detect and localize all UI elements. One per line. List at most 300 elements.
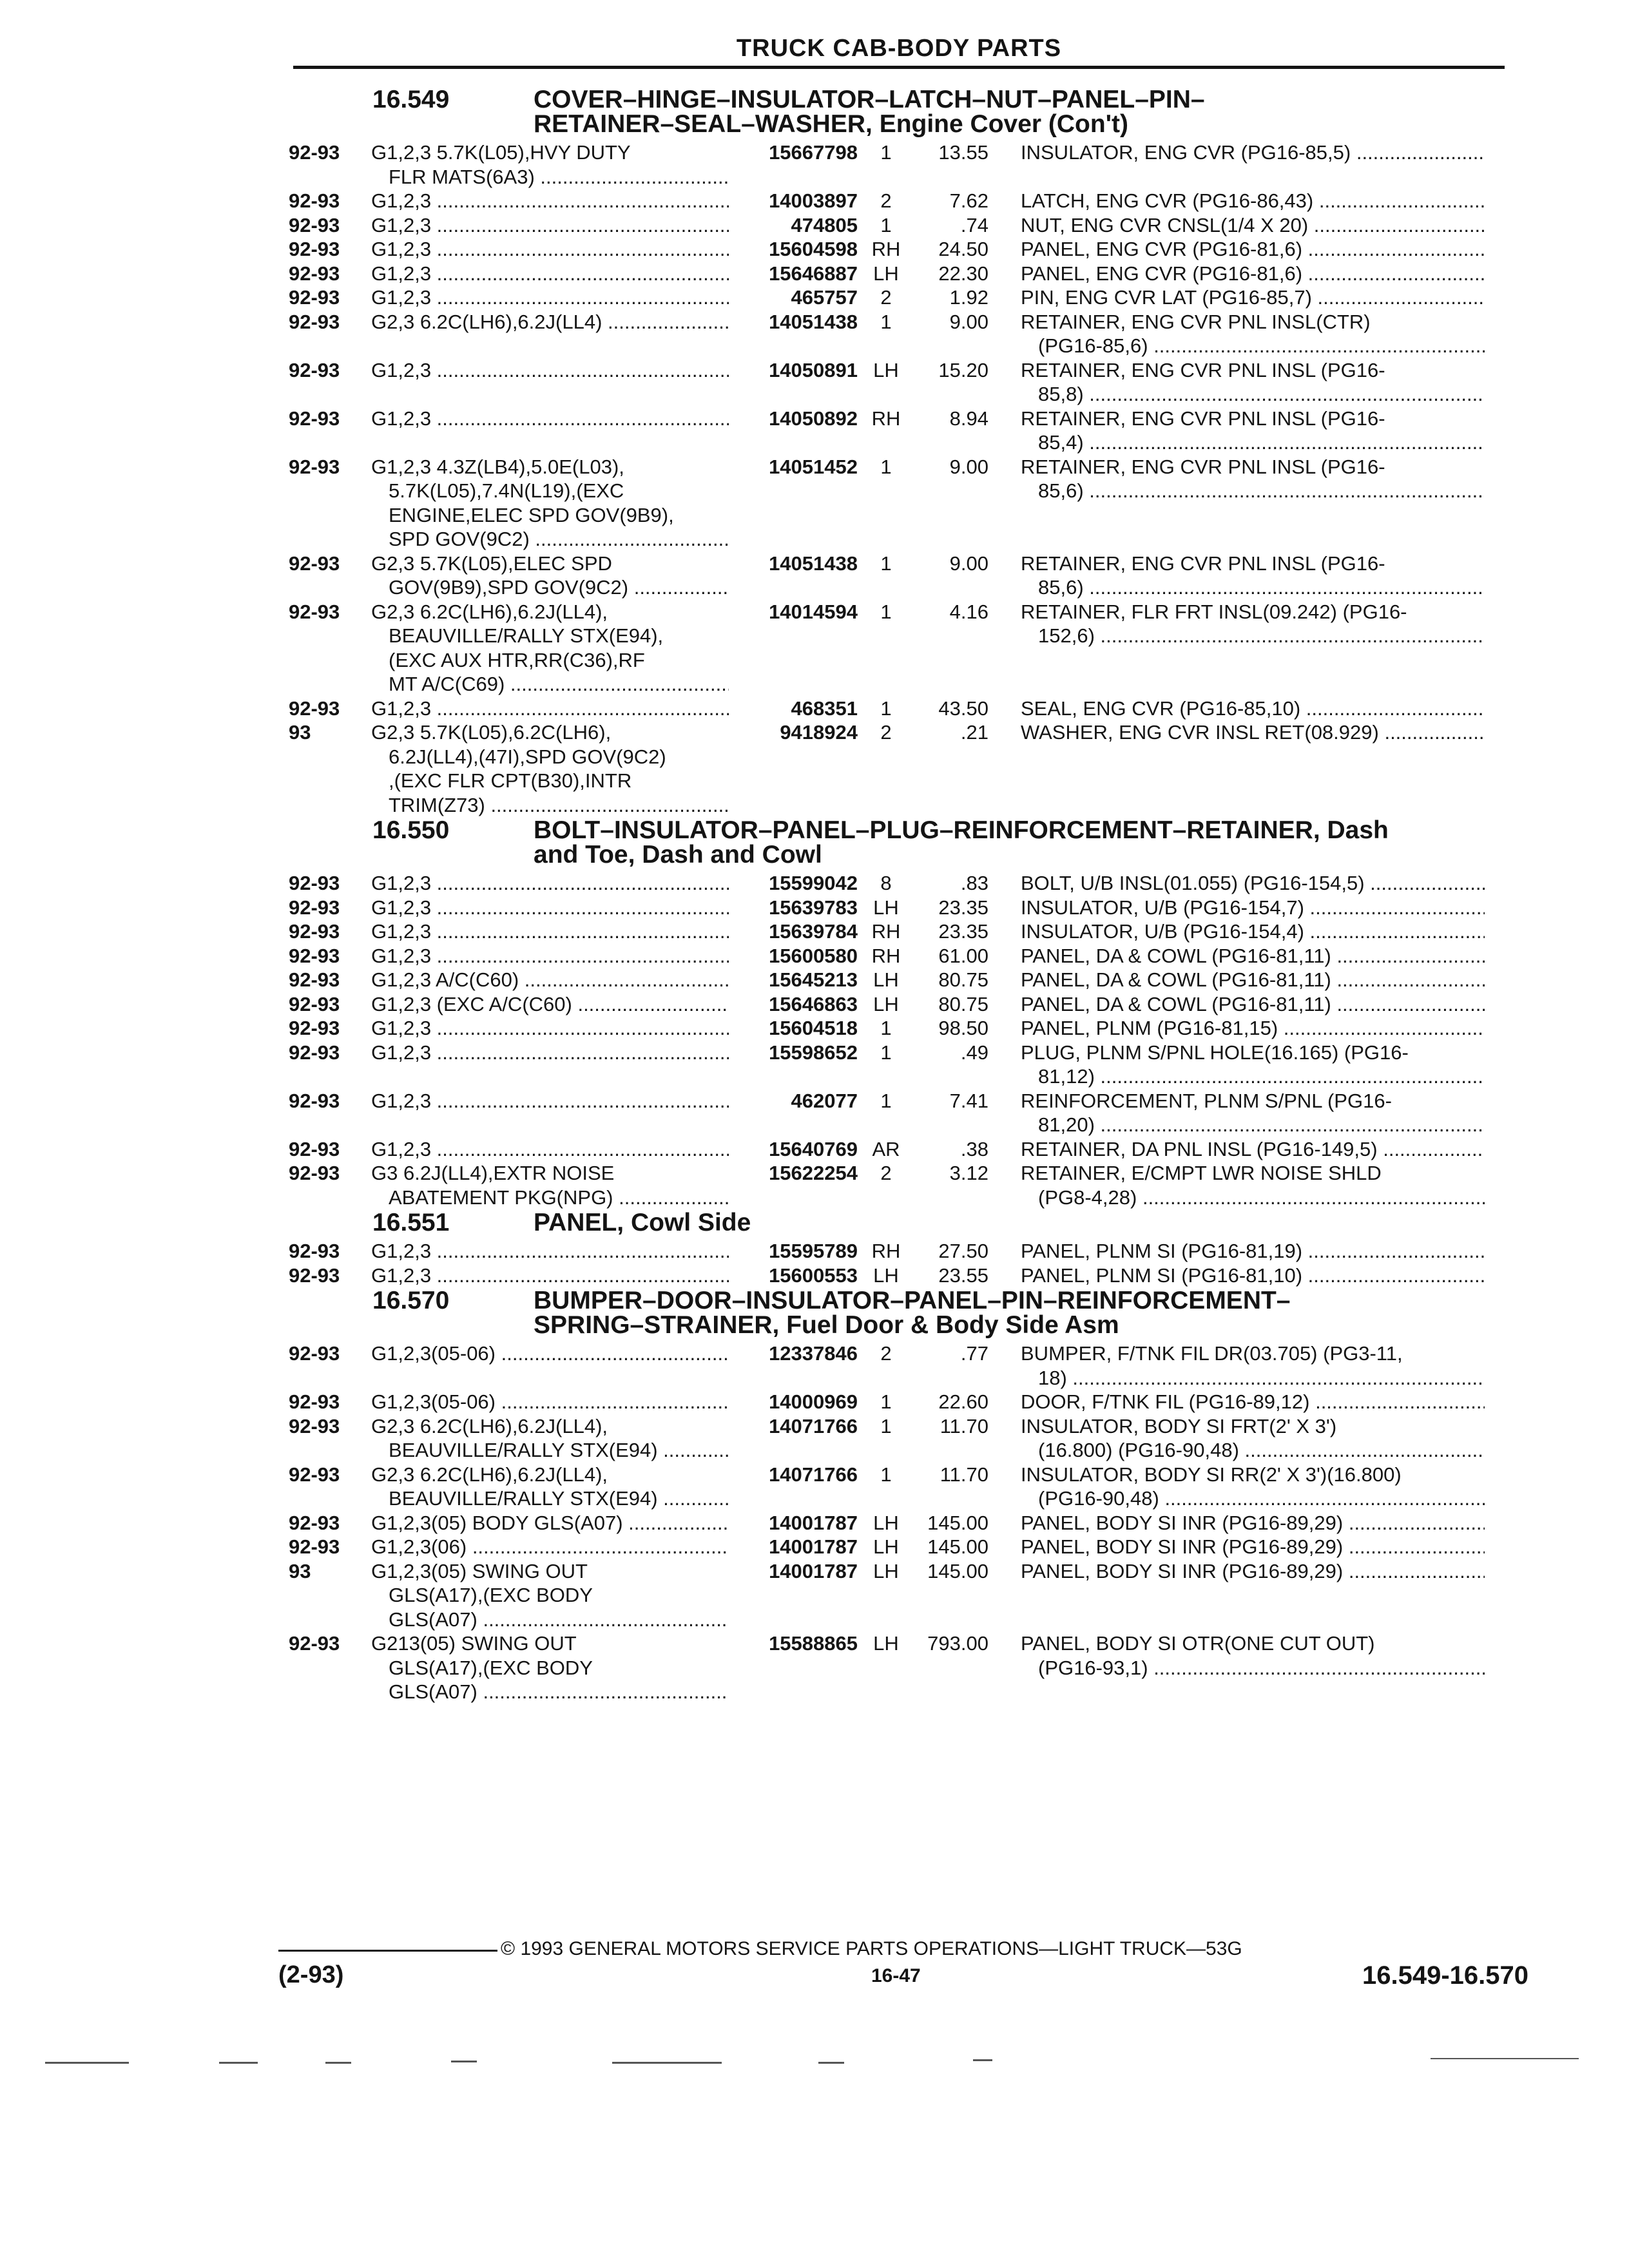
section-title (534, 1289, 1513, 1338)
description-line: G1,2,3 ..... (371, 407, 729, 431)
part-number: 465757 (791, 286, 858, 309)
part-name (988, 189, 1485, 213)
quantity: 1 (880, 213, 892, 236)
part-name (988, 1041, 1485, 1089)
description-line: G2,3 6.2C(LH6),6.2J(LL4), (371, 1463, 608, 1486)
part-name (988, 1089, 1485, 1137)
part-number: 15639784 (769, 920, 858, 943)
part-number: 14000969 (769, 1390, 858, 1413)
description-line: G1,2,3 ..... (371, 871, 729, 896)
part-name (988, 455, 1485, 552)
application-description (371, 697, 729, 721)
part-number: 15622254 (769, 1162, 858, 1184)
scan-artifacts (0, 2053, 1629, 2072)
part-row (289, 1463, 1513, 1511)
header-rule (293, 66, 1505, 69)
description-line: G2,3 6.2C(LH6),6.2J(LL4), (371, 1414, 608, 1437)
section-title-line: COVER–HINGE–INSULATOR–LATCH–NUT–PANEL–PIN– (534, 86, 1205, 113)
quantity: RH (871, 238, 901, 260)
part-row (289, 310, 1513, 358)
quantity: RH (871, 407, 901, 430)
application-description (371, 1631, 729, 1704)
model-years: 92-93 (289, 697, 340, 720)
part-number: 15640769 (769, 1137, 858, 1160)
price: .74 (960, 213, 988, 236)
description-line: G1,2,3 ..... (371, 189, 729, 213)
part-name-line: REINFORCEMENT, PLNM S/PNL (PG16- (1021, 1089, 1392, 1112)
quantity: LH (873, 262, 899, 285)
description-line: 5.7K(L05),7.4N(L19),(EXC (389, 479, 624, 502)
section-title-line: and Toe, Dash and Cowl (534, 841, 822, 869)
description-line: G2,3 5.7K(L05),6.2C(LH6), (371, 721, 612, 744)
description-line: G1,2,3 ..... (371, 919, 729, 944)
description-line: G1,2,3(05-06) ..... (371, 1390, 729, 1414)
price: 22.30 (938, 262, 988, 285)
part-name-line: INSULATOR, U/B (PG16-154,4) ..... (1021, 919, 1485, 944)
application-description (371, 552, 729, 600)
description-line: G2,3 5.7K(L05),ELEC SPD (371, 552, 612, 575)
description-line: ENGINE,ELEC SPD GOV(9B9), (389, 503, 674, 526)
price: .49 (960, 1041, 988, 1064)
model-years: 92-93 (289, 407, 340, 430)
description-line: G1,2,3 ..... (371, 896, 729, 920)
part-name (988, 140, 1485, 189)
part-number: 15639783 (769, 896, 858, 919)
part-name (988, 237, 1485, 262)
quantity: LH (873, 968, 899, 991)
part-name (988, 992, 1485, 1017)
part-name (988, 1137, 1485, 1162)
part-name (988, 1016, 1485, 1041)
part-name (988, 1264, 1485, 1288)
part-row (289, 1161, 1513, 1209)
description-line: G1,2,3 4.3Z(LB4),5.0E(L03), (371, 455, 624, 478)
part-name (988, 871, 1485, 896)
application-description (371, 407, 729, 455)
part-row (289, 1341, 1513, 1390)
part-row (289, 358, 1513, 407)
part-name-line: PANEL, BODY SI INR (PG16-89,29) ..... (1021, 1559, 1485, 1584)
model-years: 92-93 (289, 262, 340, 285)
description-line: G1,2,3 ..... (371, 1089, 729, 1113)
price: 793.00 (927, 1632, 988, 1655)
description-line: GOV(9B9),SPD GOV(9C2) ..... (371, 575, 729, 600)
model-years: 92-93 (289, 1511, 340, 1534)
model-years: 92-93 (289, 213, 340, 236)
model-years: 92-93 (289, 189, 340, 212)
section-heading (289, 88, 1513, 137)
quantity: 1 (880, 310, 892, 333)
quantity: 2 (880, 1342, 892, 1365)
part-row (289, 968, 1513, 992)
part-number: 14051452 (769, 455, 858, 478)
part-name (988, 1341, 1485, 1390)
price: 23.55 (938, 1264, 988, 1287)
description-line: G1,2,3 ..... (371, 1264, 729, 1288)
part-name-line: RETAINER, ENG CVR PNL INSL(CTR) (1021, 310, 1371, 333)
part-row (289, 189, 1513, 213)
application-description (371, 871, 729, 896)
section-title-line: SPRING–STRAINER, Fuel Door & Body Side Asm (534, 1311, 1119, 1339)
quantity: LH (873, 1632, 899, 1655)
quantity: 2 (880, 1162, 892, 1184)
model-years: 92-93 (289, 968, 340, 991)
price: 7.41 (949, 1089, 988, 1112)
application-description (371, 896, 729, 920)
model-years: 92-93 (289, 552, 340, 575)
model-years: 92-93 (289, 1632, 340, 1655)
model-years: 92-93 (289, 1264, 340, 1287)
section-title-line: RETAINER–SEAL–WASHER, Engine Cover (Con't) (534, 110, 1128, 138)
part-row (289, 720, 1513, 817)
price: 80.75 (938, 992, 988, 1015)
description-line: G1,2,3(06) ..... (371, 1535, 729, 1559)
section-number: 16.550 (372, 816, 450, 844)
quantity: AR (872, 1137, 900, 1160)
description-line: G1,2,3 ..... (371, 213, 729, 238)
price: 27.50 (938, 1240, 988, 1262)
part-row (289, 1631, 1513, 1704)
part-row (289, 1390, 1513, 1414)
quantity: 1 (880, 1390, 892, 1413)
quantity: LH (873, 358, 899, 381)
part-row (289, 1041, 1513, 1089)
price: 22.60 (938, 1390, 988, 1413)
application-description (371, 140, 729, 189)
quantity: LH (873, 1559, 899, 1582)
model-years: 92-93 (289, 1414, 340, 1437)
section-title (534, 1211, 1513, 1235)
section-title-line: PANEL, Cowl Side (534, 1209, 751, 1236)
description-line: TRIM(Z73) ..... (371, 793, 729, 818)
price: 7.62 (949, 189, 988, 212)
part-row (289, 237, 1513, 262)
part-name-line: PANEL, ENG CVR (PG16-81,6) ..... (1021, 237, 1485, 262)
description-line: G1,2,3(05) SWING OUT (371, 1559, 588, 1582)
part-name (988, 310, 1485, 358)
page-footer (278, 1933, 1528, 1991)
part-row (289, 1511, 1513, 1535)
description-line: G1,2,3 ..... (371, 262, 729, 286)
application-description (371, 213, 729, 238)
part-name (988, 213, 1485, 238)
application-description (371, 1414, 729, 1463)
description-line: ,(EXC FLR CPT(B30),INTR (389, 769, 632, 792)
part-number: 15598652 (769, 1041, 858, 1064)
quantity: 8 (880, 872, 892, 894)
price: 13.55 (938, 141, 988, 164)
quantity: LH (873, 992, 899, 1015)
part-name (988, 262, 1485, 286)
section-title (534, 88, 1513, 137)
description-line: G1,2,3 ..... (371, 237, 729, 262)
part-name-line: 85,4) ..... (1021, 430, 1485, 455)
price: .38 (960, 1137, 988, 1160)
quantity: RH (871, 920, 901, 943)
model-years: 92-93 (289, 141, 340, 164)
part-name-line: PANEL, BODY SI OTR(ONE CUT OUT) (1021, 1632, 1375, 1655)
application-description (371, 1089, 729, 1137)
description-line: G1,2,3 ..... (371, 1041, 729, 1065)
price: .83 (960, 872, 988, 894)
copyright-line: © 1993 GENERAL MOTORS SERVICE PARTS OPERATIONS—LIGHT TRUCK—53G (501, 1938, 1242, 1959)
description-line: GLS(A17),(EXC BODY (389, 1656, 593, 1679)
part-name-line: NUT, ENG CVR CNSL(1/4 X 20) ..... (1021, 213, 1485, 238)
description-line: GLS(A07) ..... (371, 1680, 729, 1704)
description-line: G213(05) SWING OUT (371, 1632, 577, 1655)
part-name-line: RETAINER, ENG CVR PNL INSL (PG16- (1021, 552, 1385, 575)
part-name-line: RETAINER, E/CMPT LWR NOISE SHLD (1021, 1162, 1382, 1184)
part-number: 9418924 (780, 721, 858, 744)
description-line: 6.2J(LL4),(47I),SPD GOV(9C2) (389, 745, 666, 768)
price: 98.50 (938, 1017, 988, 1039)
application-description (371, 1390, 729, 1414)
quantity: RH (871, 944, 901, 967)
application-description (371, 189, 729, 213)
price: 15.20 (938, 358, 988, 381)
application-description (371, 720, 729, 817)
part-number: 14051438 (769, 552, 858, 575)
part-number: 15646863 (769, 992, 858, 1015)
model-years: 92-93 (289, 1041, 340, 1064)
part-number: 14050891 (769, 358, 858, 381)
model-years: 92-93 (289, 310, 340, 333)
part-row (289, 697, 1513, 721)
quantity: 1 (880, 1463, 892, 1486)
part-name (988, 1414, 1485, 1463)
part-name-line: PANEL, DA & COWL (PG16-81,11) ..... (1021, 944, 1485, 968)
part-number: 474805 (791, 213, 858, 236)
application-description (371, 1239, 729, 1264)
part-row (289, 262, 1513, 286)
part-name-line: PANEL, ENG CVR (PG16-81,6) ..... (1021, 262, 1485, 286)
part-name-line: LATCH, ENG CVR (PG16-86,43) ..... (1021, 189, 1485, 213)
section-title-line: BUMPER–DOOR–INSULATOR–PANEL–PIN–REINFORCEMENT– (534, 1287, 1291, 1314)
model-years: 92-93 (289, 920, 340, 943)
description-line: BEAUVILLE/RALLY STX(E94) ..... (371, 1486, 729, 1511)
part-name-line: RETAINER, ENG CVR PNL INSL (PG16- (1021, 407, 1385, 430)
description-line: (EXC AUX HTR,RR(C36),RF (389, 648, 645, 671)
part-number: 14001787 (769, 1559, 858, 1582)
part-name-line: PANEL, BODY SI INR (PG16-89,29) ..... (1021, 1511, 1485, 1535)
model-years: 92-93 (289, 1240, 340, 1262)
part-name-line: RETAINER, DA PNL INSL (PG16-149,5) ..... (1021, 1137, 1485, 1162)
quantity: 1 (880, 600, 892, 623)
quantity: 2 (880, 721, 892, 744)
application-description (371, 944, 729, 968)
part-name-line: 81,12) ..... (1021, 1064, 1485, 1089)
footer-rule (278, 1950, 497, 1952)
part-name-line: PANEL, DA & COWL (PG16-81,11) ..... (1021, 968, 1485, 992)
section-heading (289, 1289, 1513, 1338)
price: 11.70 (940, 1463, 988, 1486)
part-row (289, 140, 1513, 189)
quantity: 1 (880, 552, 892, 575)
part-name (988, 896, 1485, 920)
price: 1.92 (949, 286, 988, 309)
part-name-line: 85,6) ..... (1021, 575, 1485, 600)
part-number: 462077 (791, 1089, 858, 1112)
part-name (988, 1463, 1485, 1511)
part-name (988, 358, 1485, 407)
part-number: 14014594 (769, 600, 858, 623)
description-line: G1,2,3 ..... (371, 697, 729, 721)
application-description (371, 358, 729, 407)
description-line: MT A/C(C69) ..... (371, 672, 729, 697)
part-row (289, 871, 1513, 896)
part-name-line: RETAINER, ENG CVR PNL INSL (PG16- (1021, 455, 1385, 478)
part-name-line: (PG8-4,28) ..... (1021, 1186, 1485, 1210)
model-years: 92-93 (289, 992, 340, 1015)
part-number: 15588865 (769, 1632, 858, 1655)
description-line: FLR MATS(6A3) ..... (371, 165, 729, 189)
part-row (289, 407, 1513, 455)
part-row (289, 992, 1513, 1017)
price: .77 (960, 1342, 988, 1365)
application-description (371, 1041, 729, 1089)
description-line: G2,3 6.2C(LH6),6.2J(LL4) ..... (371, 310, 729, 334)
part-name-line: (PG16-90,48) ..... (1021, 1486, 1485, 1511)
quantity: LH (873, 1511, 899, 1534)
section-number: 16.570 (372, 1287, 450, 1314)
description-line: BEAUVILLE/RALLY STX(E94), (389, 624, 664, 647)
quantity: 1 (880, 1041, 892, 1064)
part-name-line: INSULATOR, BODY SI FRT(2' X 3') (1021, 1414, 1337, 1437)
part-name (988, 1559, 1485, 1632)
part-number: 15646887 (769, 262, 858, 285)
quantity: 1 (880, 1089, 892, 1112)
application-description (371, 992, 729, 1017)
description-line: G1,2,3 ..... (371, 944, 729, 968)
description-line: GLS(A17),(EXC BODY (389, 1584, 593, 1606)
part-name-line: DOOR, F/TNK FIL (PG16-89,12) ..... (1021, 1390, 1485, 1414)
part-name (988, 944, 1485, 968)
part-name (988, 600, 1485, 697)
model-years: 93 (289, 721, 311, 744)
description-line: G1,2,3 5.7K(L05),HVY DUTY (371, 141, 631, 164)
part-row (289, 213, 1513, 238)
quantity: 2 (880, 189, 892, 212)
description-line: GLS(A07) ..... (371, 1608, 729, 1632)
application-description (371, 1264, 729, 1288)
description-line: G1,2,3 ..... (371, 285, 729, 310)
part-name-line: PANEL, DA & COWL (PG16-81,11) ..... (1021, 992, 1485, 1017)
part-name (988, 1239, 1485, 1264)
quantity: 1 (880, 455, 892, 478)
model-years: 92-93 (289, 238, 340, 260)
section-number: 16.549 (372, 86, 450, 113)
price: 9.00 (949, 552, 988, 575)
description-line: G1,2,3 ..... (371, 1016, 729, 1041)
part-number: 14001787 (769, 1535, 858, 1558)
part-name (988, 720, 1485, 817)
quantity: RH (871, 1240, 901, 1262)
quantity: LH (873, 1264, 899, 1287)
description-line: SPD GOV(9C2) ..... (371, 527, 729, 552)
section-heading (289, 1211, 1513, 1235)
price: 23.35 (938, 896, 988, 919)
part-row (289, 1089, 1513, 1137)
application-description (371, 1463, 729, 1511)
part-row (289, 455, 1513, 552)
part-name-line: 85,6) ..... (1021, 479, 1485, 503)
part-row (289, 919, 1513, 944)
part-number: 14071766 (769, 1463, 858, 1486)
price: 145.00 (927, 1511, 988, 1534)
application-description (371, 1559, 729, 1632)
part-row (289, 1535, 1513, 1559)
page-title: TRUCK CAB-BODY PARTS (736, 35, 1062, 62)
part-name (988, 697, 1485, 721)
part-name-line: 85,8) ..... (1021, 382, 1485, 407)
quantity: LH (873, 1535, 899, 1558)
part-name (988, 1535, 1485, 1559)
model-years: 92-93 (289, 1390, 340, 1413)
model-years: 92-93 (289, 872, 340, 894)
part-name-line: PANEL, BODY SI INR (PG16-89,29) ..... (1021, 1535, 1485, 1559)
model-years: 92-93 (289, 1162, 340, 1184)
description-line: G1,2,3 ..... (371, 1137, 729, 1162)
section-range: 16.549-16.570 (1362, 1961, 1528, 1990)
part-row (289, 896, 1513, 920)
part-number: 14051438 (769, 310, 858, 333)
part-name-line: (PG16-85,6) ..... (1021, 334, 1485, 358)
part-name-line: (16.800) (PG16-90,48) ..... (1021, 1438, 1485, 1463)
part-name (988, 1161, 1485, 1209)
description-line: G1,2,3(05-06) ..... (371, 1341, 729, 1366)
part-name-line: PANEL, PLNM SI (PG16-81,19) ..... (1021, 1239, 1485, 1264)
part-number: 14001787 (769, 1511, 858, 1534)
description-line: G1,2,3 ..... (371, 1239, 729, 1264)
part-name-line: 18) ..... (1021, 1366, 1485, 1390)
application-description (371, 455, 729, 552)
part-name-line: RETAINER, ENG CVR PNL INSL (PG16- (1021, 358, 1385, 381)
description-line: G1,2,3 A/C(C60) ..... (371, 968, 729, 992)
part-row (289, 600, 1513, 697)
model-years: 92-93 (289, 944, 340, 967)
part-name (988, 407, 1485, 455)
part-name-line: BOLT, U/B INSL(01.055) (PG16-154,5) ..... (1021, 871, 1485, 896)
part-name-line: PLUG, PLNM S/PNL HOLE(16.165) (PG16- (1021, 1041, 1409, 1064)
part-name-line: 152,6) ..... (1021, 624, 1485, 648)
part-name (988, 968, 1485, 992)
model-years: 92-93 (289, 1017, 340, 1039)
part-number: 14003897 (769, 189, 858, 212)
quantity: LH (873, 896, 899, 919)
part-row (289, 1559, 1513, 1632)
model-years: 92-93 (289, 1535, 340, 1558)
part-name (988, 1390, 1485, 1414)
model-years: 92-93 (289, 1463, 340, 1486)
description-line: BEAUVILLE/RALLY STX(E94) ..... (371, 1438, 729, 1463)
part-number: 15604518 (769, 1017, 858, 1039)
description-line: G1,2,3 (EXC A/C(C60) ..... (371, 992, 729, 1017)
part-row (289, 552, 1513, 600)
part-number: 468351 (791, 697, 858, 720)
price: 24.50 (938, 238, 988, 260)
model-years: 93 (289, 1559, 311, 1582)
application-description (371, 1161, 729, 1209)
part-name (988, 919, 1485, 944)
price: 43.50 (938, 697, 988, 720)
part-name-line: PANEL, PLNM (PG16-81,15) ..... (1021, 1016, 1485, 1041)
quantity: 1 (880, 697, 892, 720)
part-name-line: BUMPER, F/TNK FIL DR(03.705) (PG3-11, (1021, 1342, 1403, 1365)
description-line: G2,3 6.2C(LH6),6.2J(LL4), (371, 600, 608, 623)
part-name-line: SEAL, ENG CVR (PG16-85,10) ..... (1021, 697, 1485, 721)
application-description (371, 1341, 729, 1390)
price: 9.00 (949, 310, 988, 333)
